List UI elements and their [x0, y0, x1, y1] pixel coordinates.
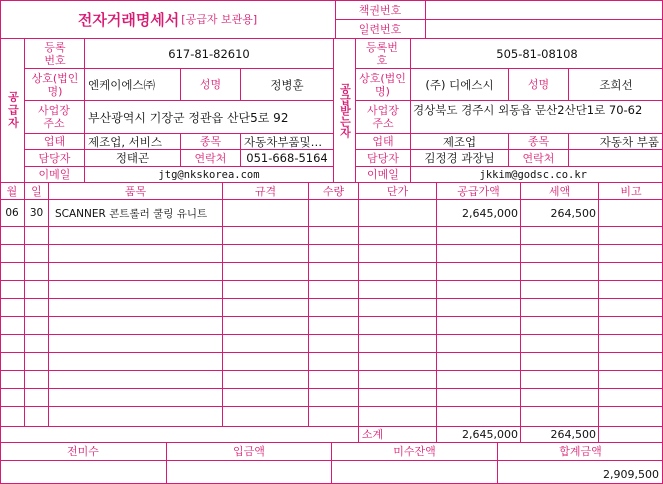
balance-value: [332, 461, 497, 483]
book-number-value: [426, 1, 662, 19]
supplier-address-label: 사업장주소: [38, 104, 70, 130]
buyer-phone-label: 연락처: [522, 151, 555, 165]
buyer-rep: 조희선: [599, 77, 633, 92]
total-label: 합계금액: [559, 445, 602, 458]
book-number-label: 책권번호: [358, 3, 402, 17]
buyer-address-label: 사업장주소: [367, 104, 399, 130]
table-row-1-note: [599, 200, 663, 226]
supplier-phone: 051-668-5164: [246, 151, 328, 165]
unpaid-label: 전미수: [67, 445, 99, 458]
supplier-rep: 정병훈: [270, 77, 304, 92]
buyer-name: (주) 디에스시: [425, 77, 494, 92]
supplier-biz-item-label: 종목: [199, 135, 222, 148]
buyer-biz-type-label: 업태: [372, 135, 394, 148]
buyer-rep-label: 성명: [527, 78, 550, 91]
supplier-contact-label: 담당자: [38, 151, 71, 165]
received-value: [167, 461, 331, 483]
col-note: 비고: [620, 184, 642, 198]
supplier-email[interactable]: jtg@nkskorea.com: [158, 168, 260, 181]
table-row-1-unit-price: [359, 200, 436, 226]
subtotal-tax: 264,500: [550, 428, 596, 441]
buyer-phone: [569, 150, 663, 166]
col-qty: 수량: [322, 184, 345, 198]
supplier-side-label: 공급자: [6, 91, 20, 130]
buyer-biz-type: 제조업: [442, 134, 477, 149]
buyer-reg-no: 505-81-08108: [496, 46, 578, 61]
buyer-contact: 김정경 과장님: [424, 151, 495, 165]
subtotal-label: 소계: [361, 428, 384, 441]
received-label: 입금액: [233, 445, 265, 458]
supplier-biz-item: 자동차부품및…: [244, 134, 323, 149]
table-row-1-day: 30: [29, 207, 44, 219]
serial-number-value: [426, 20, 662, 38]
table-row-1-spec: [223, 200, 308, 226]
col-supply: 공급가액: [457, 184, 500, 198]
buyer-side-label: 공급받는자: [338, 83, 352, 138]
supplier-rep-label: 성명: [199, 78, 222, 91]
supplier-biz-type-label: 업태: [43, 135, 66, 148]
col-month: 월: [6, 184, 18, 198]
buyer-biz-item: 자동차 부품: [599, 134, 659, 149]
title-main: 전자거래명세서: [77, 10, 180, 29]
supplier-name-label: 상호(법인명): [31, 71, 79, 98]
supplier-reg-no-label: 등록번호: [44, 40, 66, 67]
col-unit-price: 단가: [386, 184, 409, 198]
buyer-name-label: 상호(법인명): [359, 71, 406, 98]
table-row-1-month: 06: [5, 207, 19, 219]
document-title: [0, 0, 335, 38]
buyer-contact-label: 담당자: [367, 151, 399, 165]
title-sub: [공급자 보관용]: [181, 13, 258, 26]
table-row-1-supply: 2,645,000: [462, 206, 518, 220]
supplier-address: 부산광역시 기장군 정관읍 산단5로 92: [88, 110, 289, 125]
buyer-reg-no-label: 등록번호: [366, 40, 398, 67]
unpaid-value: [0, 461, 166, 483]
buyer-email-label: 이메일: [367, 168, 399, 181]
serial-number-label: 일련번호: [358, 22, 402, 36]
supplier-phone-label: 연락처: [194, 151, 227, 165]
col-spec: 규격: [254, 184, 277, 198]
supplier-name: 엔케이에스㈜: [88, 77, 156, 92]
balance-label: 미수잔액: [393, 445, 436, 458]
col-day: 일: [31, 184, 42, 198]
col-item: 품목: [124, 184, 147, 198]
table-row-1-qty: [309, 200, 358, 226]
buyer-biz-item-label: 종목: [527, 135, 550, 148]
buyer-email[interactable]: jkkim@godsc.co.kr: [479, 168, 587, 181]
supplier-email-label: 이메일: [38, 168, 71, 181]
total-value: 2,909,500: [603, 468, 659, 481]
supplier-contact: 정태곤: [115, 151, 150, 165]
table-row-1-item: SCANNER 콘트롤러 쿨링 유니트: [55, 207, 208, 220]
supplier-reg-no: 617-81-82610: [168, 46, 250, 61]
col-tax: 세액: [548, 184, 571, 198]
subtotal-supply: 2,645,000: [462, 428, 518, 441]
buyer-address: 경상북도 경주시 외동읍 문산2산단1로 70-62: [413, 103, 643, 117]
supplier-biz-type: 제조업, 서비스: [88, 134, 162, 149]
table-row-1-tax: 264,500: [550, 206, 596, 220]
